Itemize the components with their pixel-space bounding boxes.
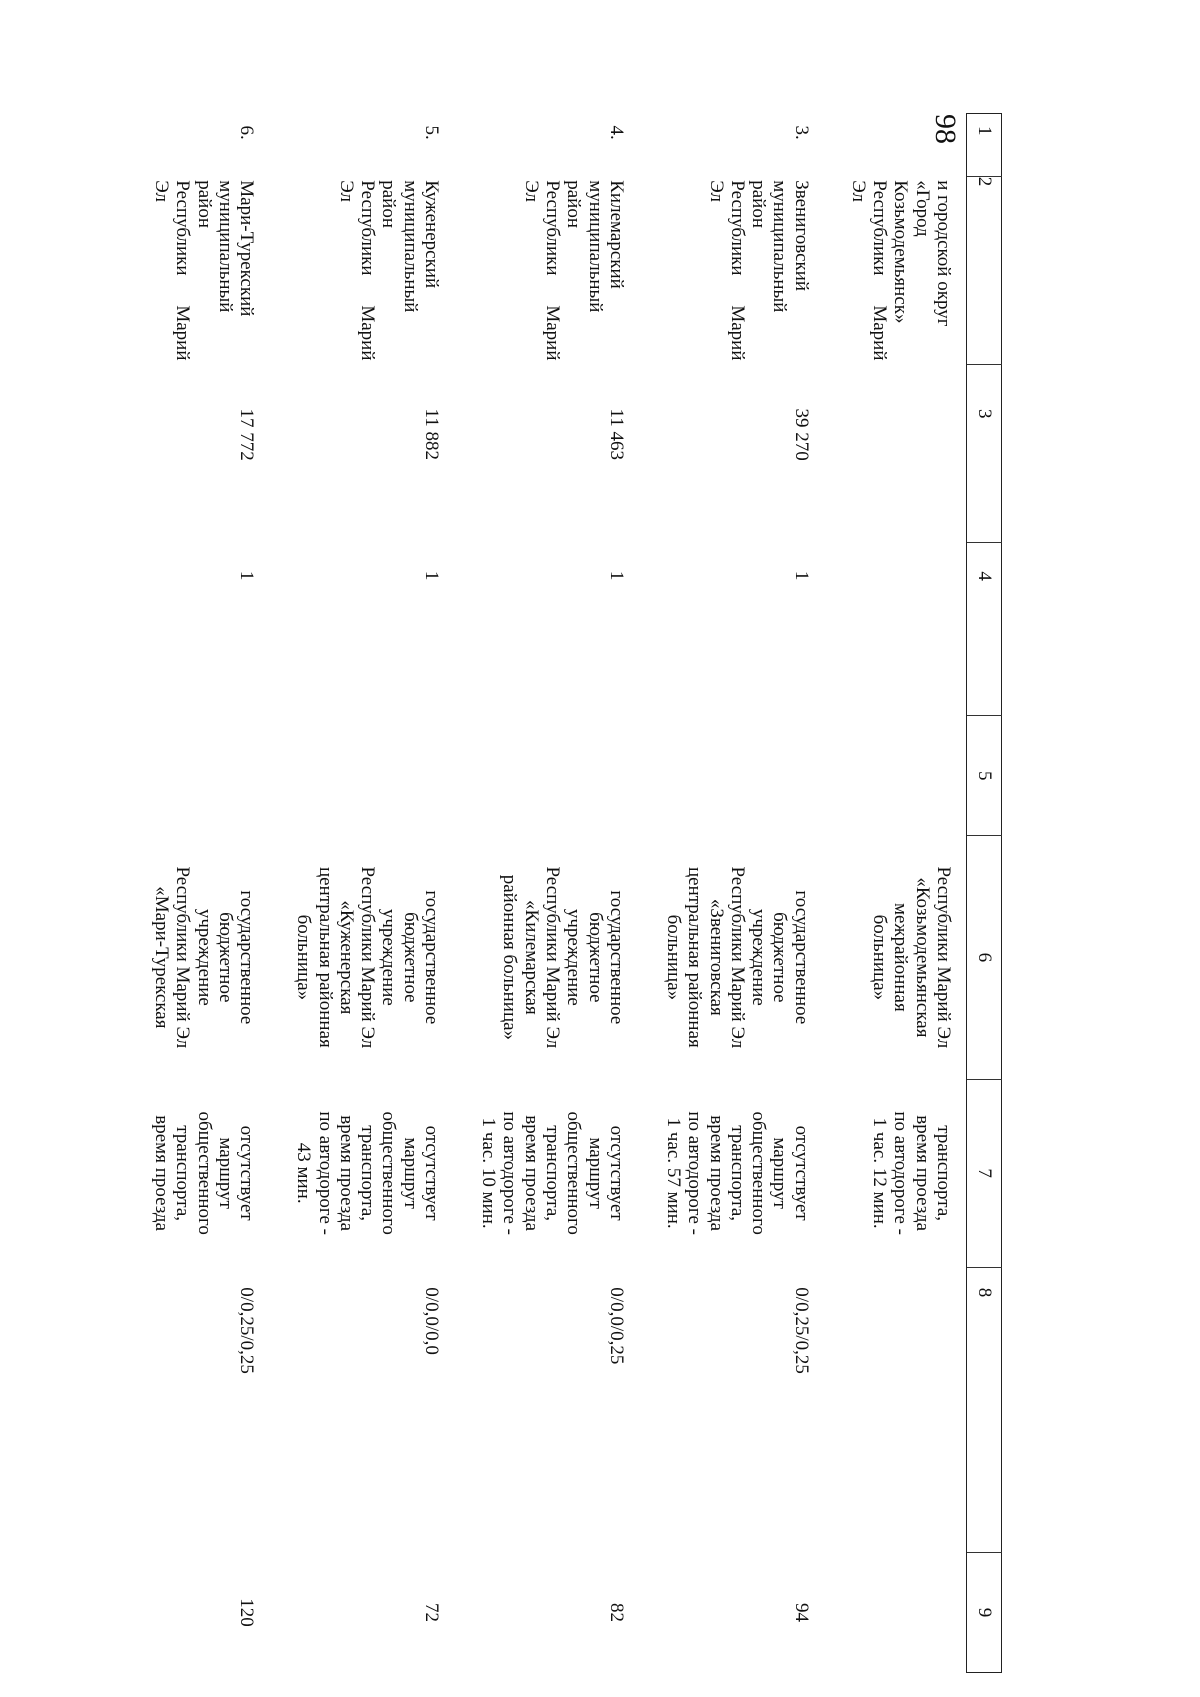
transport-cell-line: маршрут <box>399 1137 421 1209</box>
municipality-cell <box>478 176 639 364</box>
transport-cell-line: 1 час. 12 мин. <box>869 1117 891 1229</box>
institution-cell <box>663 836 824 1079</box>
transport-cell-line: отсутствует <box>605 1125 627 1221</box>
distance-cell <box>848 1552 967 1672</box>
transport-cell-line: отсутствует <box>236 1125 258 1221</box>
institution-cell-line: государственное <box>605 890 627 1025</box>
ratio-cell: 0/0,0/0,25 <box>605 1287 627 1365</box>
transport-cell-line: время проезда <box>705 1115 727 1232</box>
table-row <box>848 114 967 1673</box>
institution-cell-line: Республики Марий Эл <box>726 866 748 1049</box>
municipality-cell <box>293 176 454 364</box>
institution-cell-line: «Килемарская <box>520 900 542 1015</box>
institution-cell-line: «Мари-Турекская <box>151 886 173 1029</box>
institution-cell-line: больница» <box>293 914 315 1001</box>
institution-cell-line: учреждение <box>193 908 215 1006</box>
institution-cell-line: «Козьмодемьянская <box>911 877 933 1038</box>
table-row <box>293 114 454 1673</box>
municipality-cell <box>663 176 824 364</box>
transport-cell <box>151 1079 269 1267</box>
page-number: 98 <box>929 114 962 144</box>
transport-cell-line: общественного <box>563 1111 585 1235</box>
population-cell <box>848 365 967 543</box>
municipality-cell-line: муниципальный район <box>378 180 421 313</box>
institution-cell-line: учреждение <box>563 908 585 1006</box>
institution-cell-line: Республики Марий Эл <box>357 866 379 1049</box>
institution-cell <box>293 836 454 1079</box>
institution-cell-line: бюджетное <box>214 912 236 1003</box>
row-spacer-cell <box>269 114 293 1673</box>
municipality-cell-line: Мари-Турекский <box>236 180 258 317</box>
institution-cell <box>848 836 967 1079</box>
row-number: 3. <box>790 125 812 140</box>
transport-cell-line: по автодороге - <box>684 1111 706 1235</box>
transport-cell-line: маршрут <box>214 1137 236 1209</box>
institution-cell-line: центральная районная <box>684 866 706 1048</box>
institution-cell-line: учреждение <box>748 908 770 1006</box>
municipality-cell-line: Килемарский <box>605 180 627 289</box>
header-col-4: 4 <box>967 543 1002 716</box>
institution-cell-line: районная больница» <box>499 874 521 1041</box>
institution-cell-line: больница» <box>869 914 891 1001</box>
table-header-row <box>967 114 1002 1673</box>
transport-cell <box>663 1079 824 1267</box>
transport-cell-line: общественного <box>378 1111 400 1235</box>
transport-cell-line: транспорта, <box>357 1125 379 1222</box>
population-cell: 11 882 <box>420 408 442 461</box>
transport-cell-line: отсутствует <box>420 1125 442 1221</box>
header-col-9: 9 <box>967 1552 1002 1672</box>
row-spacer <box>269 114 293 1673</box>
transport-cell-line: общественного <box>193 1111 215 1235</box>
institution-cell-line: Республики Марий Эл <box>542 866 564 1049</box>
transport-cell-line: маршрут <box>769 1137 791 1209</box>
data-table <box>151 113 1002 1673</box>
transport-cell-line: транспорта, <box>933 1125 954 1222</box>
institution-cell-line: бюджетное <box>584 912 606 1003</box>
municipality-cell-line: Республики Марий Эл <box>335 180 379 361</box>
ratio-cell: 0/0,25/0,25 <box>790 1287 812 1374</box>
institution-cell-line: межрайонная <box>890 903 912 1012</box>
institution-cell <box>151 836 269 1079</box>
transport-cell-line: по автодороге - <box>499 1111 521 1235</box>
count-cell: 1 <box>236 570 258 581</box>
ratio-cell <box>848 1267 967 1552</box>
rotated-table-container <box>151 113 1002 1673</box>
row-spacer-cell <box>639 114 663 1673</box>
transport-cell-line: по автодороге - <box>314 1111 336 1235</box>
municipality-cell-line: Республики Марий Эл <box>520 180 564 361</box>
transport-cell-line: 43 мин. <box>293 1142 315 1204</box>
col5-cell <box>293 716 454 836</box>
count-cell: 1 <box>420 570 442 581</box>
transport-cell-line: время проезда <box>151 1115 173 1232</box>
institution-cell-line: бюджетное <box>399 912 421 1003</box>
header-col-3: 3 <box>967 365 1002 543</box>
header-col-2: 2 <box>967 176 1002 364</box>
header-col-5: 5 <box>967 716 1002 836</box>
transport-cell-line: 1 час. 10 мин. <box>478 1117 500 1229</box>
transport-cell-line: общественного <box>748 1111 770 1235</box>
municipality-cell-line: муниципальный район <box>748 180 791 313</box>
ratio-cell: 0/0,0/0,0 <box>420 1287 442 1355</box>
municipality-cell-line: Звениговский <box>790 180 812 292</box>
header-col-8: 8 <box>967 1267 1002 1552</box>
municipality-cell-line: Республики Марий Эл <box>705 180 748 361</box>
count-cell: 1 <box>790 570 812 581</box>
municipality-cell <box>151 176 269 364</box>
col5-cell <box>848 716 967 836</box>
institution-cell-line: государственное <box>236 890 258 1025</box>
row-spacer <box>639 114 663 1673</box>
population-cell: 39 270 <box>790 408 812 461</box>
transport-cell-line: время проезда <box>335 1115 357 1232</box>
table-body <box>151 114 967 1673</box>
institution-cell <box>478 836 639 1079</box>
header-col-1: 1 <box>967 114 1002 177</box>
institution-cell-line: Республики Марий Эл <box>933 866 954 1049</box>
institution-cell-line: «Куженерская <box>335 900 357 1015</box>
table-row <box>478 114 639 1673</box>
header-col-7: 7 <box>967 1079 1002 1267</box>
distance-cell: 72 <box>420 1602 442 1622</box>
transport-cell <box>478 1079 639 1267</box>
municipality-cell-line: муниципальный район <box>563 180 606 313</box>
transport-cell-line: отсутствует <box>790 1125 812 1221</box>
municipality-cell-line: Республики Марий Эл <box>847 180 891 361</box>
row-number: 6. <box>236 125 258 140</box>
row-spacer-cell <box>454 114 478 1673</box>
population-cell: 17 772 <box>236 408 258 461</box>
row-spacer <box>824 114 848 1673</box>
institution-cell-line: государственное <box>420 890 442 1025</box>
ratio-cell: 0/0,25/0,25 <box>236 1287 258 1374</box>
transport-cell <box>848 1079 967 1267</box>
col5-cell <box>663 716 824 836</box>
col5-cell <box>151 716 269 836</box>
row-number: 4. <box>605 125 627 140</box>
institution-cell-line: Республики Марий Эл <box>172 866 194 1049</box>
institution-cell-line: центральная районная <box>314 866 336 1048</box>
municipality-cell-line: «Город Козьмодемьянск» <box>890 180 933 324</box>
institution-cell-line: учреждение <box>378 908 400 1006</box>
distance-cell: 82 <box>605 1602 627 1622</box>
table-row <box>151 114 269 1673</box>
municipality-cell-line: и городской округ <box>933 180 954 327</box>
header-col-6: 6 <box>967 836 1002 1079</box>
count-cell <box>848 543 967 716</box>
population-cell: 11 463 <box>605 408 627 461</box>
transport-cell-line: время проезда <box>520 1115 542 1232</box>
institution-cell-line: больница» <box>663 914 685 1001</box>
transport-cell-line: транспорта, <box>172 1125 194 1222</box>
transport-cell-line: 1 час. 57 мин. <box>663 1117 685 1229</box>
transport-cell-line: транспорта, <box>726 1125 748 1222</box>
col5-cell <box>478 716 639 836</box>
transport-cell-line: транспорта, <box>542 1125 564 1222</box>
transport-cell-line: маршрут <box>584 1137 606 1209</box>
row-number <box>848 114 967 177</box>
row-spacer <box>454 114 478 1673</box>
municipality-cell-line: Куженерский <box>420 180 442 289</box>
municipality-cell-line: муниципальный район <box>193 180 236 313</box>
table-row <box>663 114 824 1673</box>
transport-cell-line: время проезда <box>911 1115 933 1232</box>
count-cell: 1 <box>605 570 627 581</box>
institution-cell-line: государственное <box>790 890 812 1025</box>
municipality-cell-line: Республики Марий Эл <box>151 180 194 361</box>
institution-cell-line: «Звениговская <box>705 898 727 1016</box>
municipality-cell <box>848 176 967 364</box>
transport-cell-line: по автодороге - <box>890 1111 912 1235</box>
transport-cell <box>293 1079 454 1267</box>
row-number: 5. <box>420 125 442 140</box>
distance-cell: 94 <box>790 1602 812 1622</box>
row-spacer-cell <box>824 114 848 1673</box>
institution-cell-line: бюджетное <box>769 912 791 1003</box>
distance-cell: 120 <box>236 1598 258 1627</box>
